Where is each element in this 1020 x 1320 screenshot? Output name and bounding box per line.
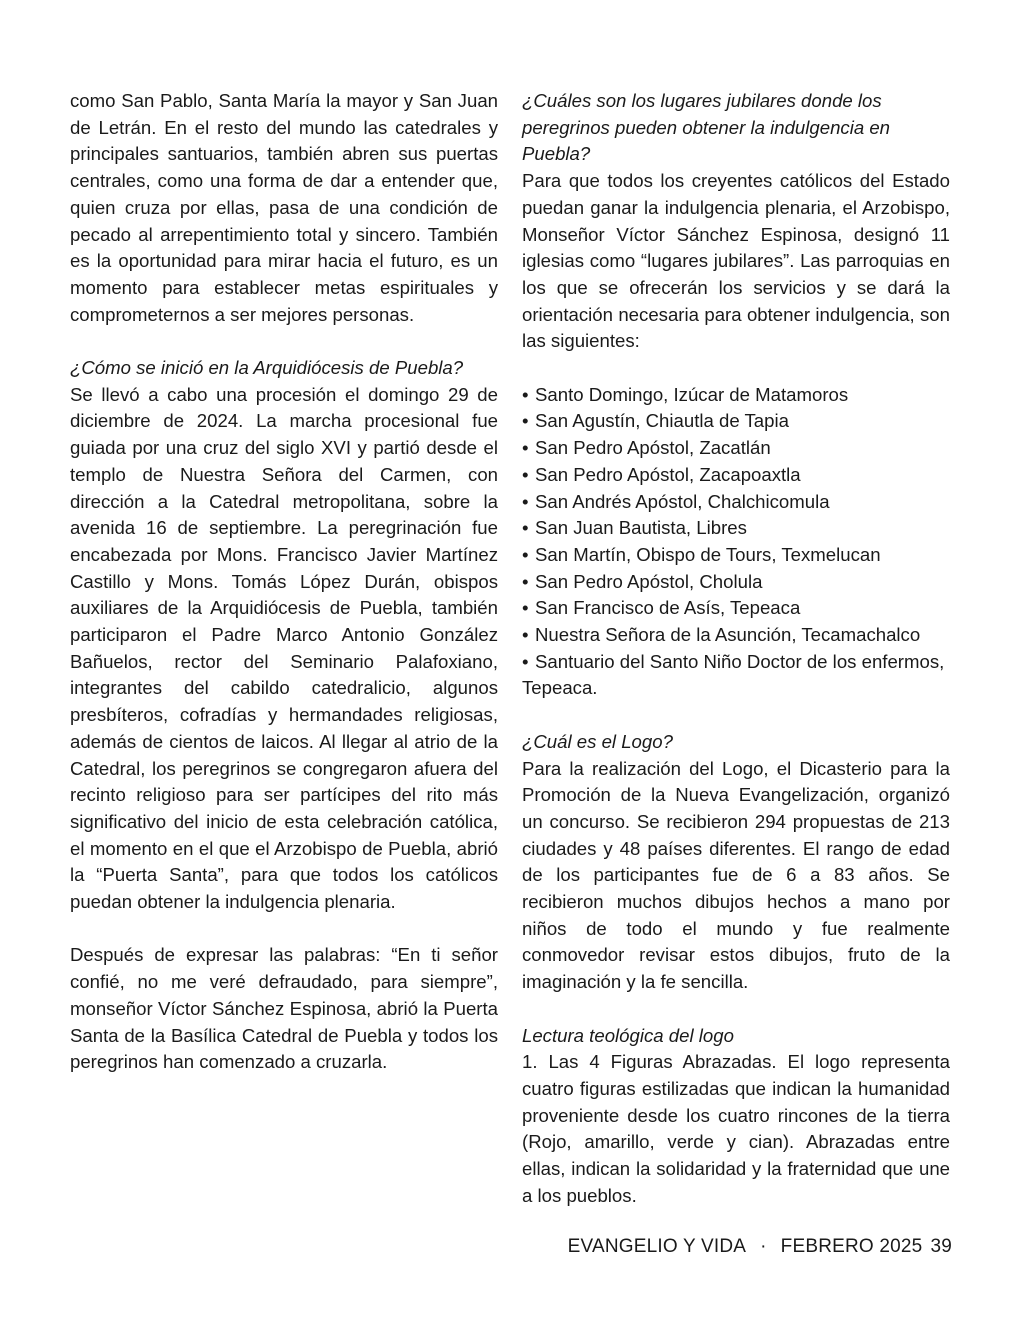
- bullet-icon: •: [522, 624, 529, 646]
- list-item-label: San Pedro Apóstol, Cholula: [535, 570, 763, 592]
- right-paragraph-theology: 1. Las 4 Figuras Abrazadas. El logo representa cuatro figuras estilizadas que indican la humanidad proveniente desde los cuatro rincones de la tierra (Rojo, amarillo, verde y cian). Abrazadas entre ellas, indican la solidaridad y la fraternidad que une a los pueblos.: [522, 1051, 950, 1206]
- list-item: [522, 489, 950, 516]
- right-paragraph-logo: Para la realización del Logo, el Dicasterio para la Promoción de la Nueva Evangelización, organizó un concurso. Se recibieron 294 propuestas de 213 ciudades y 48 países diferentes. El rango de edad de los participantes fue de 6 a 83 años. Se recibieron muchos dibujos hechos a mano por niños de todo el mundo y fue realmente conmovedor revisar estos dibujos, fruto de la imaginación y la fe sencilla.: [522, 757, 950, 993]
- list-item-label: San Juan Bautista, Libres: [535, 517, 747, 539]
- footer-separator: ·: [760, 1236, 767, 1257]
- bullet-icon: •: [522, 437, 529, 459]
- page-number: 39: [930, 1236, 952, 1257]
- bullet-icon: •: [522, 517, 529, 539]
- spacer: [522, 996, 950, 1023]
- spacer: [522, 355, 950, 382]
- publication-name: EVANGELIO Y VIDA: [567, 1236, 747, 1257]
- list-item: [522, 595, 950, 622]
- left-paragraph-opening: Después de expresar las palabras: “En ti señor confié, no me veré defraudado, para siempre”, monseñor Víctor Sánchez Espinosa, abrió la Puerta Santa de la Basílica Catedral de Puebla y todos los peregrinos han comenzado a cruzarla.: [70, 944, 498, 1073]
- list-item: [522, 408, 950, 435]
- spacer: [70, 916, 498, 943]
- list-item-label: Santo Domingo, Izúcar de Matamoros: [535, 383, 849, 405]
- list-item-label: San Pedro Apóstol, Zacatlán: [535, 437, 771, 459]
- left-column: [70, 88, 498, 1076]
- list-item: [522, 569, 950, 596]
- list-item: [522, 542, 950, 569]
- list-item: [522, 462, 950, 489]
- list-item: [522, 382, 950, 409]
- spacer: [70, 328, 498, 355]
- list-item-label: San Agustín, Chiautla de Tapia: [535, 410, 789, 432]
- bullet-icon: •: [522, 570, 529, 592]
- list-item-label: San Pedro Apóstol, Zacapoaxtla: [535, 463, 801, 485]
- right-column: [522, 88, 950, 1209]
- list-item-label: San Martín, Obispo de Tours, Texmelucan: [535, 543, 881, 565]
- right-paragraph-intro: Para que todos los creyentes católicos del Estado puedan ganar la indulgencia plenaria, el Arzobispo, Monseñor Víctor Sánchez Espinosa, designó 11 iglesias como “lugares jubilares”. Las parroquias en los que se ofrecerán los servicios y se dará la orientación necesaria para obtener indulgencia, son las siguientes:: [522, 170, 950, 352]
- list-item-label: Santuario del Santo Niño Doctor de los enfermos, Tepeaca.: [522, 650, 945, 699]
- list-item: [522, 649, 950, 702]
- bullet-icon: •: [522, 383, 529, 405]
- issue-date: FEBRERO 2025: [780, 1236, 923, 1257]
- section-question-start: ¿Cómo se inició en la Arquidiócesis de Puebla?: [70, 357, 464, 379]
- page-footer: [568, 1236, 952, 1258]
- section-question-logo: ¿Cuál es el Logo?: [522, 730, 673, 752]
- bullet-icon: •: [522, 410, 529, 432]
- list-item-label: Nuestra Señora de la Asunción, Tecamachalco: [535, 624, 921, 646]
- list-item: [522, 622, 950, 649]
- jubilee-places-list: [522, 382, 950, 702]
- list-item-label: San Andrés Apóstol, Chalchicomula: [535, 490, 830, 512]
- bullet-icon: •: [522, 650, 529, 672]
- bullet-icon: •: [522, 463, 529, 485]
- section-question-places: ¿Cuáles son los lugares jubilares donde los peregrinos pueden obtener la indulgencia en Puebla?: [522, 90, 891, 165]
- list-item-label: San Francisco de Asís, Tepeaca: [535, 597, 801, 619]
- section-heading-theology: Lectura teológica del logo: [522, 1024, 734, 1046]
- list-item: [522, 435, 950, 462]
- bullet-icon: •: [522, 490, 529, 512]
- spacer: [522, 702, 950, 729]
- list-item: [522, 515, 950, 542]
- bullet-icon: •: [522, 543, 529, 565]
- bullet-icon: •: [522, 597, 529, 619]
- left-paragraph-1: como San Pablo, Santa María la mayor y San Juan de Letrán. En el resto del mundo las catedrales y principales santuarios, también abren sus puertas centrales, como una forma de dar a entender que, quien cruza por ellas, pasa de una condición de pecado al arrepentimiento total y sincero. También es la oportunidad para mirar hacia el futuro, es un momento para establecer metas espirituales y comprometernos a ser mejores personas.: [70, 90, 498, 325]
- left-paragraph-procession: Se llevó a cabo una procesión el domingo 29 de diciembre de 2024. La marcha procesional fue guiada por una cruz del siglo XVI y partió desde el templo de Nuestra Señora del Carmen, con dirección a la Catedral metropolitana, sobre la avenida 16 de septiembre. La peregrinación fue encabezada por Mons. Francisco Javier Martínez Castillo y Mons. Tomás López Durán, obispos auxiliares de la Arquidiócesis de Puebla, también participaron el Padre Marco Antonio González Bañuelos, rector del Seminario Palafoxiano, integrantes del cabildo catedralicio, algunos presbíteros, cofradías y hermandades religiosas, además de cientos de laicos. Al llegar al atrio de la Catedral, los peregrinos se congregaron afuera del recinto religioso para ser partícipes del rito más significativo del inicio de esta celebración católica, el momento en el que el Arzobispo de Puebla, abrió la “Puerta Santa”, para que todos los católicos puedan obtener la indulgencia plenaria.: [70, 383, 498, 913]
